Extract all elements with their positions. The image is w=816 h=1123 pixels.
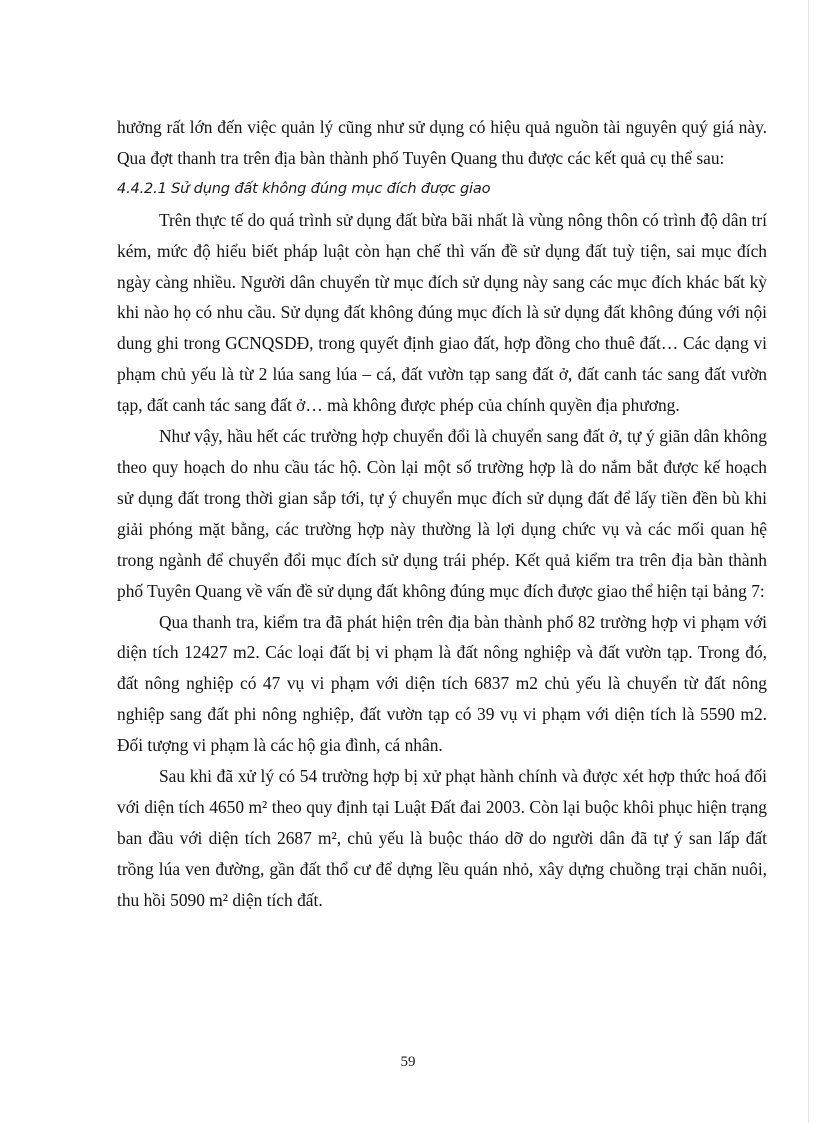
paragraph-inspection-results: Qua thanh tra, kiểm tra đã phát hiện trên địa bàn thành phố 82 trường hợp vi phạm với diện tích 12427 m2. Các loại đất bị vi phạm là đất nông nghiệp và đất vườn tạp. Trong đó, đất nông nghiệp có 47 vụ vi phạm với diện tích 6837 m2 chủ yếu là chuyển từ đất nông nghiệp sang đất phi nông nghiệp, đất vườn tạp có 39 vụ vi phạm với diện tích là 5590 m2. Đối tượng vi phạm là các hộ gia đình, cá nhân.: [117, 611, 767, 756]
paragraph-intro: hưởng rất lớn đến việc quản lý cũng như sử dụng có hiệu quả nguồn tài nguyên quý giá này. Qua đợt thanh tra trên địa bàn thành phố Tuyên Quang thu được các kết quả cụ thể sau:: [117, 117, 767, 168]
paragraph-handling: Sau khi đã xử lý có 54 trường hợp bị xử phạt hành chính và được xét hợp thức hoá đối với diện tích 4650 m² theo quy định tại Luật Đất đai 2003. Còn lại buộc khôi phục hiện trạng ban đầu với diện tích 2687 m², chủ yếu là buộc tháo dỡ do người dân đã tự ý san lấp đất trồng lúa ven đường, gần đất thổ cư để dựng lều quán nhỏ, xây dựng chuồng trại chăn nuôi, thu hồi 5090 m² diện tích đất.: [117, 766, 767, 910]
page-number: 59: [400, 1054, 416, 1070]
paragraph-context: Trên thực tế do quá trình sử dụng đất bừa bãi nhất là vùng nông thôn có trình độ dân trí kém, mức độ hiểu biết pháp luật còn hạn chế thì vấn đề sử dụng đất tuỳ tiện, sai mục đích ngày càng nhiều. Người dân chuyển từ mục đích sử dụng này sang các mục đích khác bất kỳ khi nào họ có nhu cầu. Sử dụng đất không đúng mục đích là sử dụng đất không đúng với nội dung ghi trong GCNQSDĐ, trong quyết định giao đất, hợp đồng cho thuê đất… Các dạng vi phạm chủ yếu là từ 2 lúa sang lúa – cá, đất vườn tạp sang đất ở, đất canh tác sang đất vườn tạp, đất canh tác sang đất ở… mà không được phép của chính quyền địa phương.: [117, 209, 767, 416]
section-heading: 4.4.2.1 Sử dụng đất không đúng mục đích được giao: [117, 179, 491, 197]
paragraph-conversion: Như vậy, hầu hết các trường hợp chuyển đổi là chuyển sang đất ở, tự ý giãn dân không theo quy hoạch do nhu cầu tác hộ. Còn lại một số trường hợp là do nắm bắt được kế hoạch sử dụng đất trong thời gian sắp tới, tự ý chuyển mục đích sử dụng đất để lấy tiền đền bù khi giải phóng mặt bằng, các trường hợp này thường là lợi dụng chức vụ và các mối quan hệ trong ngành để chuyển đổi mục đích sử dụng trái phép. Kết quả kiểm tra trên địa bàn thành phố Tuyên Quang về vấn đề sử dụng đất không đúng mục đích được giao thể hiện tại bảng 7:: [117, 426, 767, 601]
page-edge-divider: [808, 0, 809, 1123]
page-body: [117, 112, 767, 916]
